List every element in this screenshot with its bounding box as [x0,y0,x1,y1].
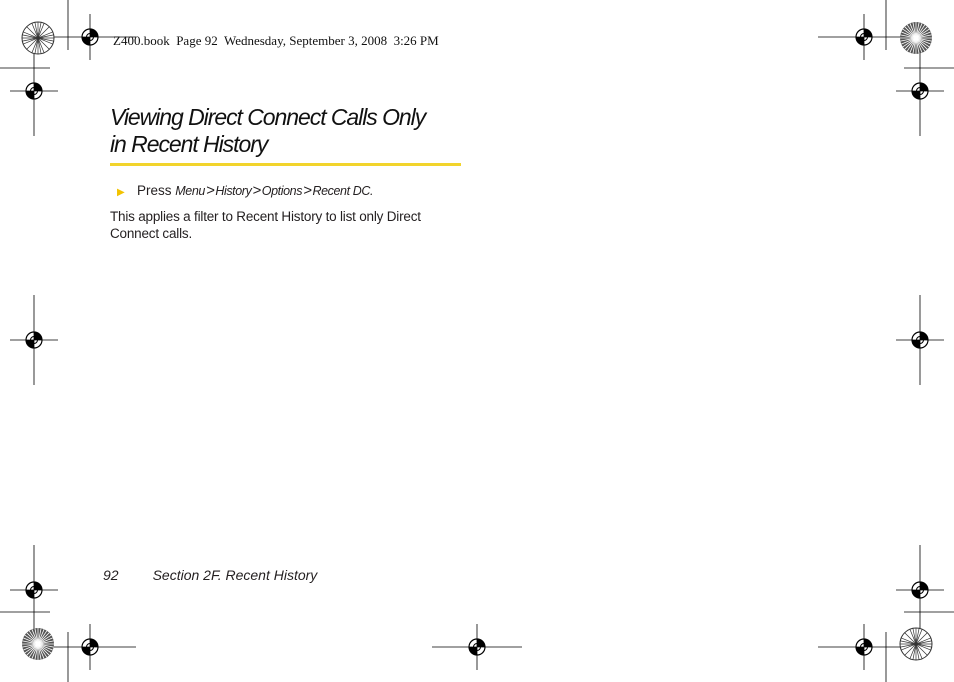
heading-line-1: Viewing Direct Connect Calls Only [110,104,426,130]
path-separator: > [205,182,215,199]
triangle-bullet-icon: ▶ [117,187,125,198]
section-title: Section 2F. Recent History [152,567,318,583]
page-footer [103,567,317,583]
body-paragraph: This applies a filter to Recent History to list only Direct Connect calls. [110,209,421,241]
menu-path-item: History [215,184,252,198]
heading-line-2: in Recent History [110,131,268,157]
path-separator: > [303,182,312,199]
instruction-step [117,182,373,199]
path-separator: > [252,182,261,199]
menu-path [175,184,373,198]
press-label: Press [137,183,172,198]
heading-rule [110,163,461,166]
print-slug: Z400.book Page 92 Wednesday, September 3, 2008 3:26 PM [113,33,439,48]
menu-path-item: Options [261,184,303,198]
menu-path-item: Recent DC. [312,184,374,198]
page-heading [110,104,462,158]
menu-path-item: Menu [175,184,205,198]
page-number: 92 [103,567,119,583]
